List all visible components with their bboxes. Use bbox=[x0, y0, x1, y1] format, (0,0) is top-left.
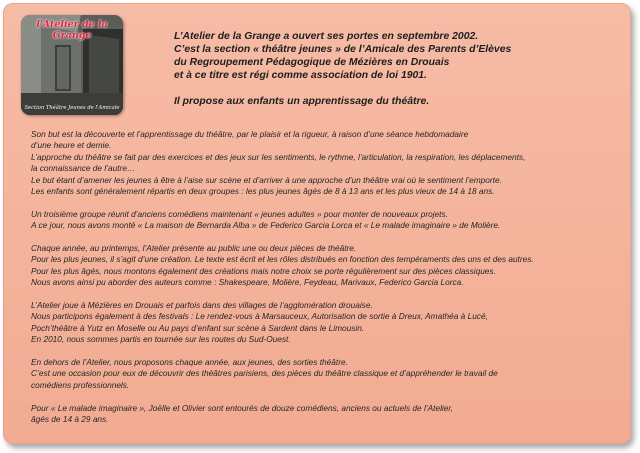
body-line: Un troisième groupe réunit d’anciens comédiens maintenant « jeunes adultes » pour monter de nouveaux projets. bbox=[31, 208, 448, 219]
body-line: Poch’théâtre à Yutz en Moselle ou Au pays d’enfant sur scène à Sardent dans le Limousin. bbox=[31, 322, 365, 333]
body-line: En 2010, nous sommes partis en tournée sur les routes du Sud-Ouest. bbox=[31, 334, 291, 345]
intro-line: Il propose aux enfants un apprentissage du théâtre. bbox=[174, 96, 430, 107]
intro-block bbox=[174, 30, 614, 108]
paragraph-gap bbox=[31, 289, 631, 300]
logo-subtitle: Section Théâtre Jeunes de l'Amicale bbox=[24, 105, 120, 111]
body-line: âgés de 14 à 29 ans. bbox=[31, 414, 109, 425]
body-line: Chaque année, au printemps, l’Atelier présente au public une ou deux pièces de théâtre. bbox=[31, 243, 357, 254]
intro-gap bbox=[174, 82, 614, 95]
body-line: Nous participons également à des festivals : Le rendez-vous à Marsauceux, Autorisation de sortie à Dreux, Amathéa à Lucé, bbox=[31, 311, 488, 322]
intro-line: C’est la section « théâtre jeunes » de l’Amicale des Parents d’Elèves bbox=[174, 44, 512, 55]
body-line: A ce jour, nous avons monté « La maison de Bernarda Alba » de Federico Garcia Lorca et « Le malade imaginaire » de Molière. bbox=[31, 220, 501, 231]
body-line: comédiens professionnels. bbox=[31, 379, 130, 390]
body-line: Nous avons ainsi pu aborder des auteurs comme : Shakespeare, Molière, Feydeau, Marivaux, Federico Garcia Lorca. bbox=[31, 277, 464, 288]
atelier-logo bbox=[21, 15, 123, 115]
logo-title: l'Atelier de la Grange bbox=[36, 19, 108, 41]
body-line: L’approche du théâtre se fait par des exercices et des jeux sur les sentiments, le rythme, l’articulation, la respiration, les déplacements, bbox=[31, 151, 526, 162]
body-line: En dehors de l’Atelier, nous proposons chaque année, aux jeunes, des sorties théâtre. bbox=[31, 357, 348, 368]
body-line: Son but est la découverte et l’apprentissage du théâtre, par le plaisir et la rigueur, à raison d’une séance hebdomadaire bbox=[31, 129, 469, 139]
paragraph-gap bbox=[31, 232, 631, 243]
paragraph-gap bbox=[31, 346, 631, 357]
intro-line: du Regroupement Pédagogique de Mézières en Drouais bbox=[174, 57, 450, 68]
body-text bbox=[31, 129, 631, 425]
body-line: Les enfants sont généralement répartis en deux groupes : les plus jeunes âgés de 8 à 13 ans et les plus vieux de 14 à 18 ans. bbox=[31, 186, 495, 197]
body-line: la connaissance de l’autre… bbox=[31, 163, 136, 174]
paragraph-gap bbox=[31, 391, 631, 402]
body-line: Le but étant d’amener les jeunes à être à l’aise sur scène et d’arriver à une approche d’un théâtre vrai où le sentiment l’emporte. bbox=[31, 174, 502, 185]
body-line: C’est une occasion pour eux de découvrir des théâtres parisiens, des pièces du théâtre classique et d’appréhender le travail de bbox=[31, 368, 498, 379]
body-line: Pour les plus jeunes, il s’agit d’une création. Le texte est écrit et les rôles distribués en fonction des tempéraments des uns et des autres. bbox=[31, 254, 534, 265]
intro-line: et à ce titre est régi comme association de loi 1901. bbox=[174, 70, 427, 81]
content-panel bbox=[3, 3, 631, 444]
body-line: Pour « Le malade imaginaire », Joëlle et Olivier sont entourés de douze comédiens, anciens ou actuels de l’Atelier, bbox=[31, 402, 454, 413]
body-line: d’une heure et demie. bbox=[31, 140, 112, 151]
intro-line: L’Atelier de la Grange a ouvert ses portes en septembre 2002. bbox=[174, 31, 479, 42]
body-line: Pour les plus âgés, nous montons également des créations mais notre choix se porte régulièrement sur des pièces classiques. bbox=[31, 265, 496, 276]
body-line: L’Atelier joue à Mézières en Drouais et parfois dans des villages de l’agglomération drouaise. bbox=[31, 300, 373, 311]
paragraph-gap bbox=[31, 197, 631, 208]
